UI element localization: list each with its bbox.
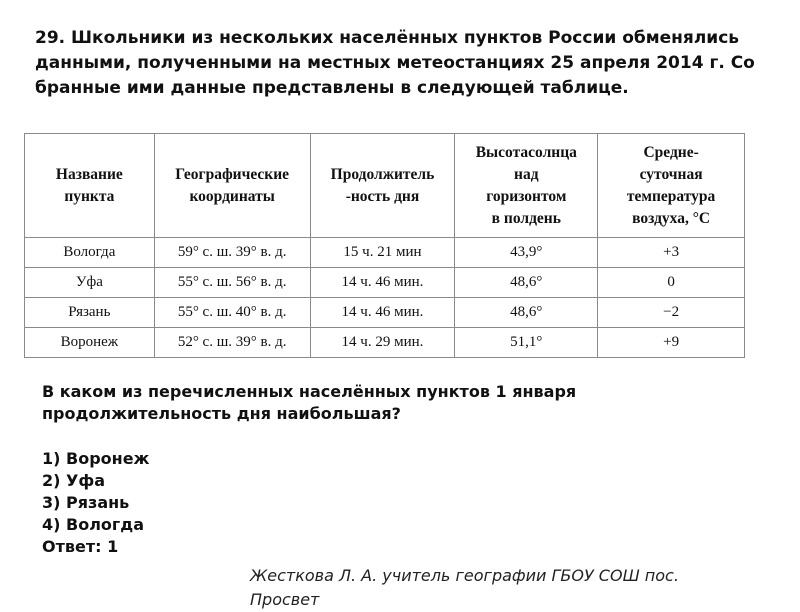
quiz-answer: Ответ: 1 — [42, 537, 119, 556]
header-coordinates: Географические координаты — [154, 134, 310, 238]
table-row — [25, 238, 745, 268]
cell-temperature: −2 — [598, 298, 745, 328]
quiz-prompt-line-2: продолжительность дня наибольшая? — [42, 404, 401, 423]
cell-sun-height: 43,9° — [455, 238, 598, 268]
author-line-1: Жесткова Л. А. учитель географии ГБОУ СОШ пос. — [250, 566, 679, 585]
cell-sun-height: 48,6° — [455, 298, 598, 328]
table-row — [25, 298, 745, 328]
author-footer — [250, 564, 790, 612]
cell-temperature: 0 — [598, 268, 745, 298]
quiz-option: 3) Рязань — [42, 493, 130, 512]
cell-day-length: 14 ч. 46 мин. — [310, 298, 455, 328]
cell-name: Уфа — [25, 268, 155, 298]
header-sun-height: Высотасолнца над горизонтом в полдень — [455, 134, 598, 238]
author-line-2: Просвет — [250, 590, 320, 609]
quiz-option: 1) Воронеж — [42, 449, 150, 468]
cell-name: Вологда — [25, 238, 155, 268]
quiz-options — [42, 448, 742, 558]
cell-day-length: 14 ч. 46 мин. — [310, 268, 455, 298]
header-name: Название пункта — [25, 134, 155, 238]
cell-coordinates: 55° с. ш. 56° в. д. — [154, 268, 310, 298]
weather-data-table — [24, 133, 745, 358]
cell-name: Рязань — [25, 298, 155, 328]
question-line-2: данными, полученными на местных метеостанциях 25 апреля 2014 г. Со — [35, 53, 755, 73]
cell-temperature: +3 — [598, 238, 745, 268]
header-temperature: Средне- суточная температура воздуха, °С — [598, 134, 745, 238]
cell-day-length: 14 ч. 29 мин. — [310, 328, 455, 358]
cell-temperature: +9 — [598, 328, 745, 358]
table-header-row — [25, 134, 745, 238]
quiz-prompt-line-1: В каком из перечисленных населённых пунктов 1 января — [42, 382, 577, 401]
cell-coordinates: 52° с. ш. 39° в. д. — [154, 328, 310, 358]
question-line-3: бранные ими данные представлены в следующей таблице. — [35, 78, 629, 98]
cell-coordinates: 59° с. ш. 39° в. д. — [154, 238, 310, 268]
table-row — [25, 328, 745, 358]
quiz-block — [42, 381, 742, 558]
quiz-option: 2) Уфа — [42, 471, 106, 490]
table-row — [25, 268, 745, 298]
quiz-option: 4) Вологда — [42, 515, 144, 534]
cell-name: Воронеж — [25, 328, 155, 358]
header-day-length: Продолжитель -ность дня — [310, 134, 455, 238]
cell-sun-height: 51,1° — [455, 328, 598, 358]
question-text — [35, 26, 775, 101]
cell-sun-height: 48,6° — [455, 268, 598, 298]
question-line-1: 29. Школьники из нескольких населённых пунктов России обменялись — [35, 28, 740, 48]
cell-coordinates: 55° с. ш. 40° в. д. — [154, 298, 310, 328]
cell-day-length: 15 ч. 21 мин — [310, 238, 455, 268]
